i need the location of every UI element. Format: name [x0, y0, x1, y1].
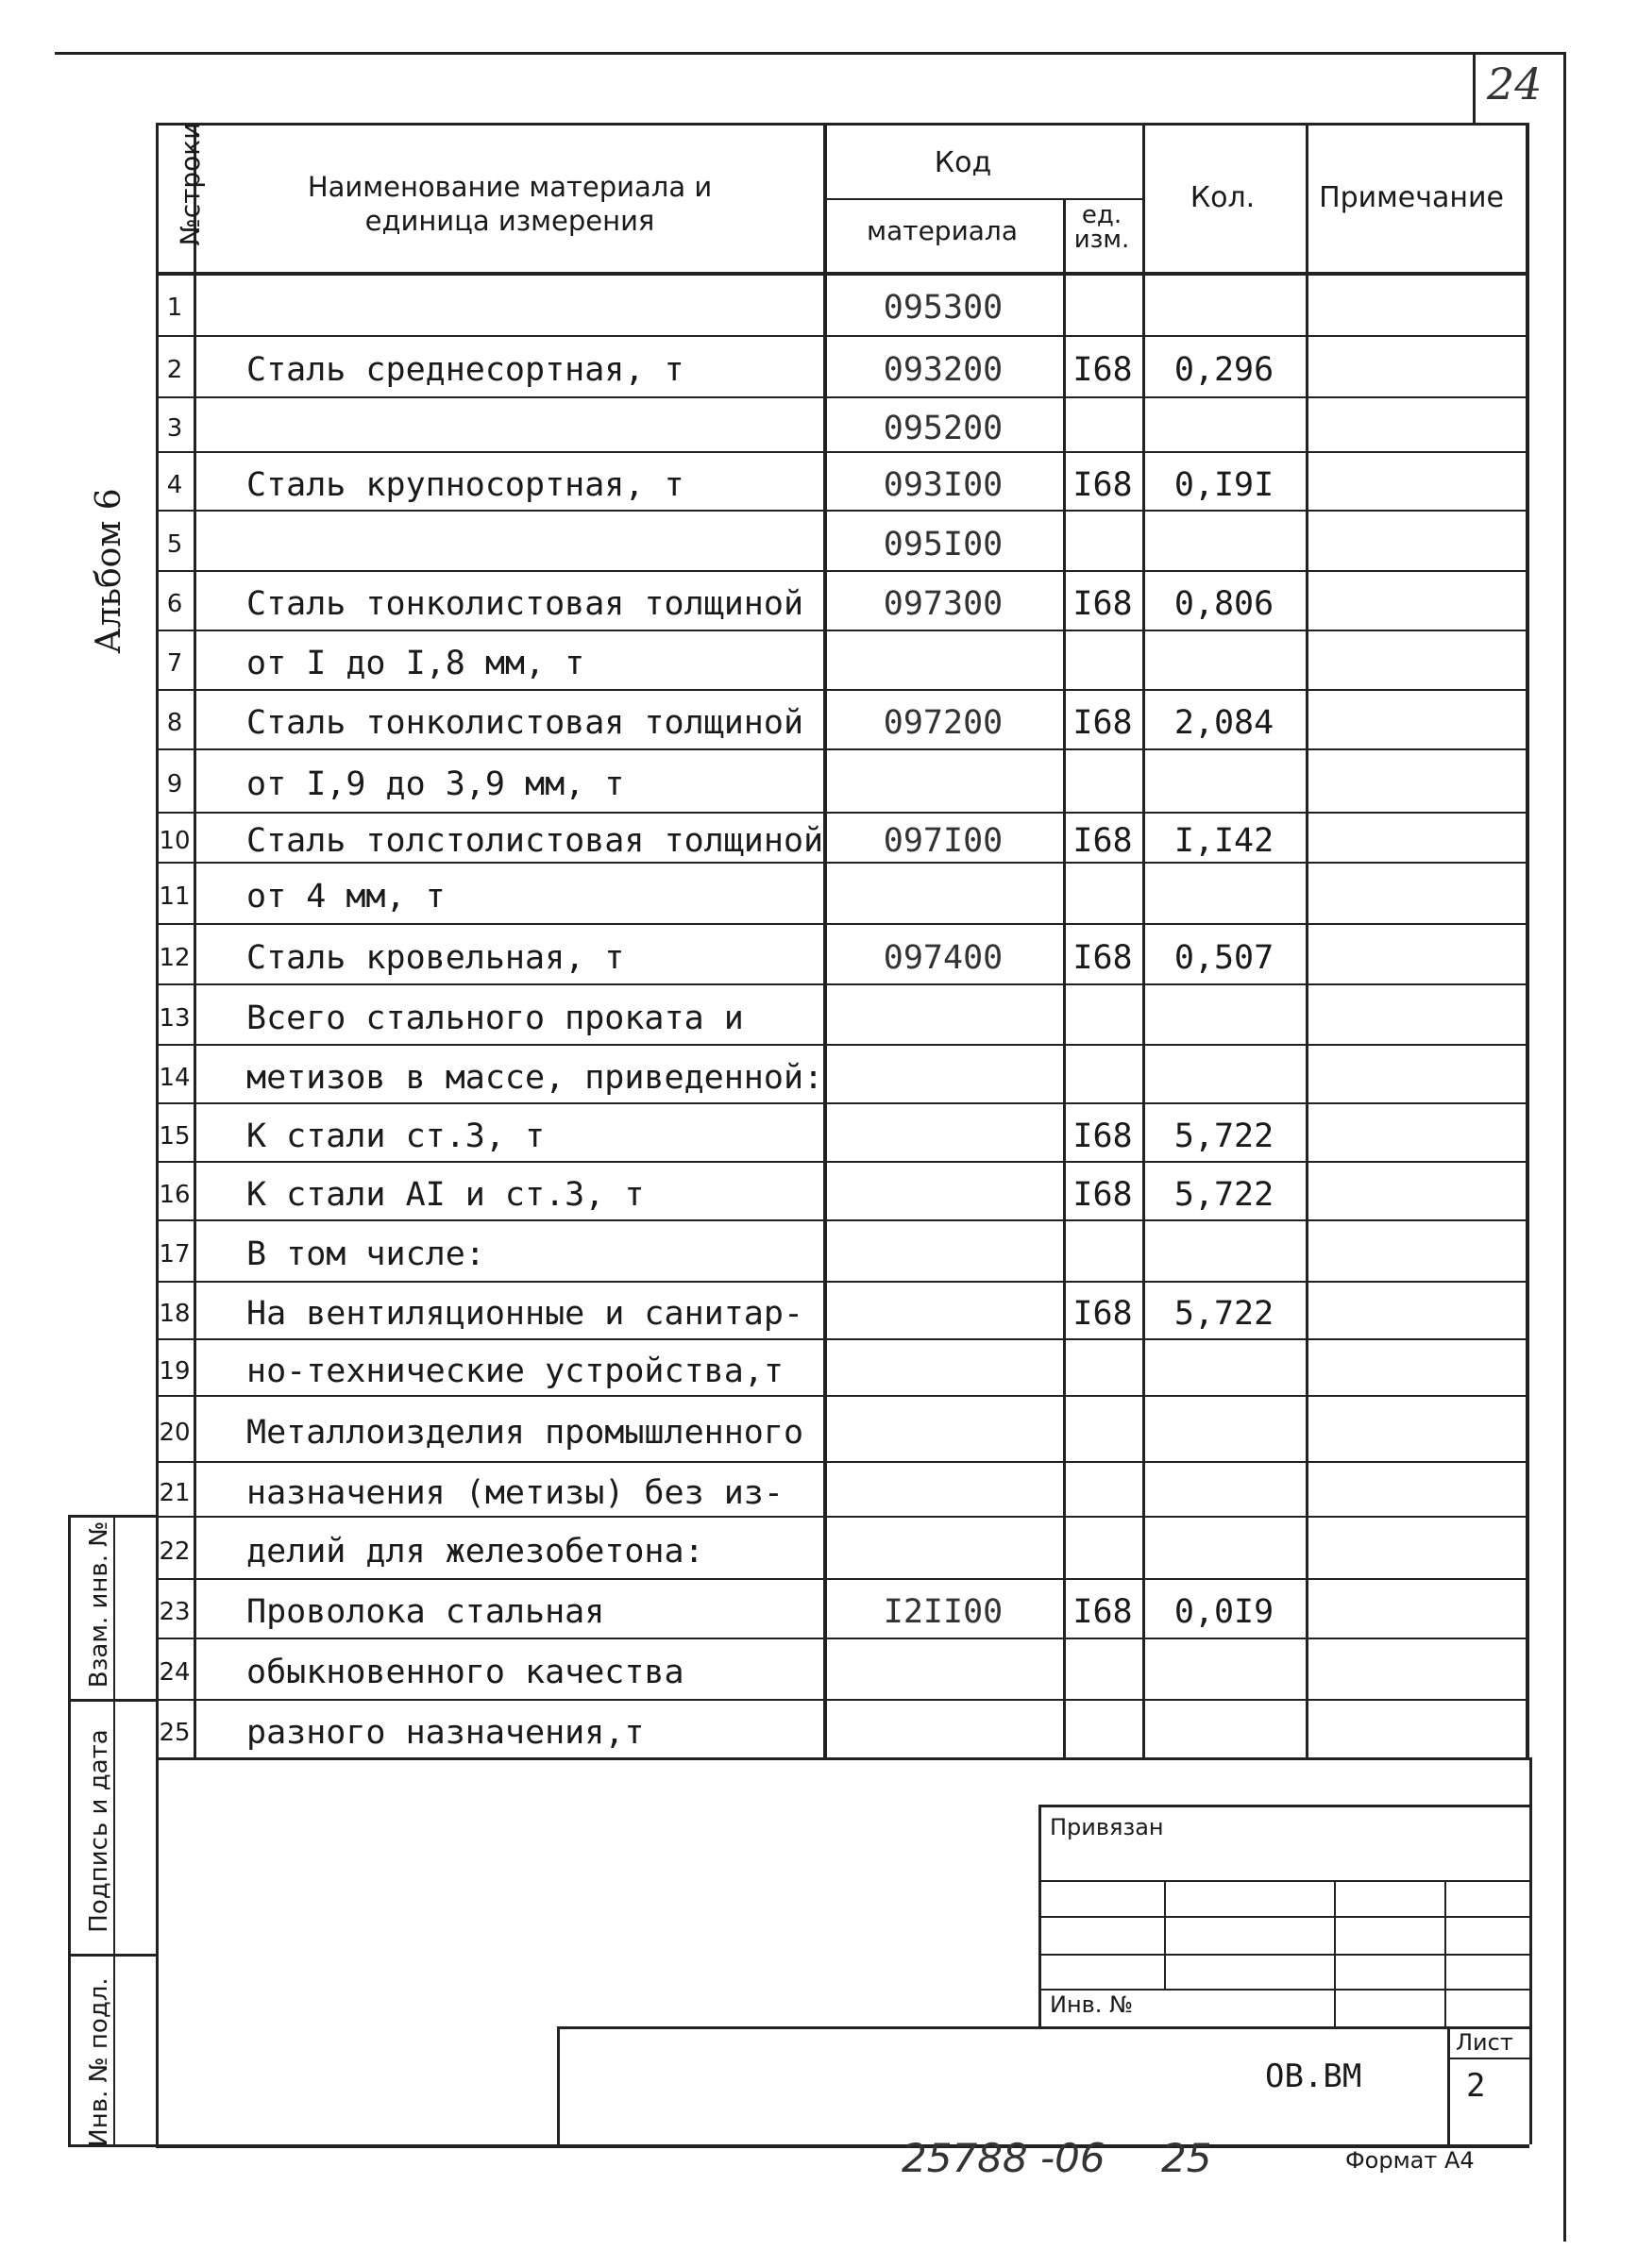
- privyazan-top: [1038, 1805, 1529, 1807]
- material-name: назначения (метизы) без из-: [246, 1474, 784, 1512]
- quantity: I,I42: [1173, 822, 1274, 860]
- frame-table-bottom: [156, 1757, 1529, 1760]
- quantity: 5,722: [1173, 1117, 1274, 1155]
- material-name: от I до I,8 мм, т: [246, 645, 585, 682]
- note: [1306, 1161, 1526, 1219]
- title-block-sheet-no: 2: [1466, 2067, 1486, 2105]
- material-name: Сталь тонколистовая толщиной: [246, 704, 804, 742]
- row-number: 24: [159, 1658, 191, 1687]
- unit-code: [1063, 1516, 1142, 1578]
- unit-code: I68: [1072, 351, 1133, 389]
- row-number: 25: [159, 1719, 191, 1747]
- unit-code: I68: [1072, 1295, 1133, 1333]
- note: [1306, 396, 1526, 451]
- stamp-sheet-divider: [1447, 2026, 1450, 2144]
- unit-code: [1063, 1638, 1142, 1699]
- note: [1306, 1699, 1526, 1757]
- note: [1306, 1281, 1526, 1338]
- header-row-number: №строки: [175, 122, 206, 246]
- unit-code: [1063, 510, 1142, 570]
- title-block-inv-no: Инв. №: [1050, 1991, 1134, 2018]
- header-qty: Кол.: [1190, 181, 1256, 214]
- side-stamp-sep1: [68, 1699, 156, 1702]
- material-name: К стали ст.3, т: [246, 1117, 546, 1155]
- unit-code: I68: [1072, 1593, 1133, 1631]
- material-name: [239, 272, 829, 335]
- material-name: разного назначения,т: [246, 1714, 645, 1752]
- material-code: [823, 1281, 1063, 1338]
- note: [1306, 1338, 1526, 1395]
- quantity: [1142, 1395, 1306, 1461]
- material-code: I2II00: [883, 1593, 1004, 1631]
- row-number: 12: [159, 944, 191, 972]
- note: [1306, 1461, 1526, 1516]
- material-code: 093200: [883, 351, 1004, 389]
- material-code: 095I00: [883, 526, 1004, 563]
- header-code-unit: ед. изм.: [1073, 201, 1130, 254]
- row-number: 5: [166, 530, 183, 559]
- material-code: [823, 748, 1063, 812]
- row-number: 7: [166, 649, 183, 678]
- quantity: [1142, 630, 1306, 689]
- unit-code: [1063, 1338, 1142, 1395]
- col-divider-rownum: [194, 123, 196, 1757]
- material-code: [823, 1638, 1063, 1699]
- quantity: [1142, 748, 1306, 812]
- material-name: Сталь кровельная, т: [246, 939, 625, 977]
- privyazan-row: [1038, 1989, 1529, 1991]
- quantity: [1142, 1638, 1306, 1699]
- unit-code: [1063, 1395, 1142, 1461]
- row-number: 16: [159, 1181, 191, 1209]
- title-block-privyazan: Привязан: [1050, 1814, 1164, 1840]
- material-code: [823, 1461, 1063, 1516]
- material-code: [823, 983, 1063, 1044]
- note: [1306, 1578, 1526, 1638]
- page-number: 24: [1487, 59, 1543, 109]
- quantity: 0,I9I: [1173, 466, 1274, 504]
- unit-code: I68: [1072, 585, 1133, 623]
- note: [1306, 689, 1526, 748]
- quantity: [1142, 983, 1306, 1044]
- header-code-group: Код: [934, 146, 992, 179]
- side-stamp-vzam-inv: Взам. инв. №: [85, 1520, 113, 1688]
- quantity: [1142, 1461, 1306, 1516]
- row-number: 13: [159, 1004, 191, 1033]
- unit-code: [1063, 630, 1142, 689]
- note: [1306, 335, 1526, 396]
- note: [1306, 862, 1526, 923]
- note: [1306, 272, 1526, 335]
- note: [1306, 923, 1526, 983]
- material-name: Сталь толстолистовая толщиной: [246, 822, 824, 860]
- note: [1306, 510, 1526, 570]
- note: [1306, 748, 1526, 812]
- footer-format: Формат А4: [1345, 2147, 1475, 2174]
- material-code: 095200: [883, 410, 1004, 447]
- material-code: [823, 1219, 1063, 1281]
- material-name: метизов в массе, приведенной:: [246, 1059, 824, 1097]
- note: [1306, 812, 1526, 862]
- note: [1306, 1044, 1526, 1102]
- row-number: 11: [159, 882, 191, 911]
- material-code: [823, 1395, 1063, 1461]
- quantity: 5,722: [1173, 1295, 1274, 1333]
- title-block-sheet-label: Лист: [1456, 2029, 1513, 2056]
- album-label: Альбом 6: [90, 488, 128, 654]
- material-code: 095300: [883, 289, 1004, 327]
- side-stamp-left: [68, 1515, 71, 2144]
- material-name: Проволока стальная: [246, 1593, 605, 1631]
- unit-code: [1063, 1699, 1142, 1757]
- quantity: 0,806: [1173, 585, 1274, 623]
- row-number: 17: [159, 1240, 191, 1268]
- note: [1306, 1516, 1526, 1578]
- material-code: [823, 862, 1063, 923]
- row-number: 20: [159, 1419, 191, 1447]
- quantity: [1142, 1516, 1306, 1578]
- side-stamp-inv-podl: Инв. № подл.: [85, 1977, 113, 2147]
- material-name: делий для железобетона:: [246, 1533, 704, 1571]
- table-top-border: [156, 123, 1526, 126]
- material-name: от 4 мм, т: [246, 878, 446, 916]
- stamp-left: [557, 2026, 560, 2144]
- note: [1306, 1219, 1526, 1281]
- material-code: [823, 1161, 1063, 1219]
- privyazan-col1: [1164, 1880, 1166, 1989]
- quantity: [1142, 1044, 1306, 1102]
- unit-code: [1063, 983, 1142, 1044]
- quantity: [1142, 396, 1306, 451]
- material-name: обыкновенного качества: [246, 1654, 684, 1691]
- frame-bottom-border: [156, 2144, 1529, 2148]
- unit-code: [1063, 1219, 1142, 1281]
- quantity: [1142, 1338, 1306, 1395]
- unit-code: [1063, 1044, 1142, 1102]
- unit-code: I68: [1072, 822, 1133, 860]
- note: [1306, 570, 1526, 630]
- note: [1306, 1638, 1526, 1699]
- row-number: 8: [166, 709, 183, 737]
- header-code-split: [823, 198, 1142, 200]
- quantity: 2,084: [1173, 704, 1274, 742]
- material-code: [823, 1044, 1063, 1102]
- privyazan-col2: [1334, 1880, 1336, 2026]
- note: [1306, 983, 1526, 1044]
- stamp-sheet-label-line: [1447, 2058, 1529, 2059]
- note: [1306, 451, 1526, 510]
- footer-handwritten-page: 25: [1161, 2135, 1212, 2181]
- row-number: 10: [159, 827, 191, 855]
- row-number: 6: [166, 590, 183, 618]
- row-number: 1: [166, 294, 183, 322]
- material-name: [239, 396, 829, 451]
- quantity: [1142, 510, 1306, 570]
- quantity: 0,507: [1173, 939, 1274, 977]
- header-note: Примечание: [1319, 181, 1504, 214]
- quantity: [1142, 272, 1306, 335]
- unit-code: I68: [1072, 704, 1133, 742]
- material-name: Всего стального проката и: [246, 1000, 744, 1037]
- material-name: Сталь среднесортная, т: [246, 351, 684, 389]
- quantity: 5,722: [1173, 1176, 1274, 1214]
- frame-right-border: [1529, 1757, 1532, 2144]
- material-name: но-технические устройства,т: [246, 1352, 784, 1390]
- row-number: 18: [159, 1300, 191, 1328]
- row-number: 2: [166, 356, 183, 384]
- row-number: 4: [166, 471, 183, 499]
- side-stamp-podpis-data: Подпись и дата: [85, 1729, 113, 1933]
- material-name: В том числе:: [246, 1235, 485, 1273]
- note: [1306, 1395, 1526, 1461]
- material-code: 097400: [883, 939, 1004, 977]
- header-code-material: материала: [866, 215, 1018, 246]
- material-name: На вентиляционные и санитар-: [246, 1295, 804, 1333]
- header-name: Наименование материала и единица измерения: [307, 171, 713, 237]
- unit-code: [1063, 1461, 1142, 1516]
- frame-left-border: [156, 1757, 159, 2144]
- quantity: [1142, 1699, 1306, 1757]
- unit-code: [1063, 272, 1142, 335]
- material-name: Сталь крупносортная, т: [246, 466, 684, 504]
- row-number: 23: [159, 1598, 191, 1626]
- table-right-border: [1526, 123, 1529, 1757]
- quantity: [1142, 862, 1306, 923]
- privyazan-row: [1038, 1954, 1529, 1956]
- material-code: [823, 1102, 1063, 1161]
- material-code: 097200: [883, 704, 1004, 742]
- title-block-doc-code: ОВ.ВМ: [1265, 2058, 1362, 2095]
- stamp-top: [557, 2026, 1529, 2029]
- unit-code: I68: [1072, 1117, 1133, 1155]
- privyazan-row: [1038, 1916, 1529, 1918]
- row-number: 9: [166, 770, 183, 798]
- unit-code: I68: [1072, 1176, 1133, 1214]
- material-code: [823, 1338, 1063, 1395]
- row-number: 19: [159, 1357, 191, 1386]
- material-name: Металлоизделия промышленного: [246, 1414, 804, 1452]
- material-name: [239, 510, 829, 570]
- privyazan-col3: [1444, 1880, 1446, 2026]
- footer-handwritten-code: 25788 -06: [902, 2135, 1105, 2181]
- unit-code: [1063, 862, 1142, 923]
- material-code: 097300: [883, 585, 1004, 623]
- material-code: 093I00: [883, 466, 1004, 504]
- material-code: [823, 1699, 1063, 1757]
- material-code: [823, 1516, 1063, 1578]
- unit-code: [1063, 748, 1142, 812]
- unit-code: I68: [1072, 466, 1133, 504]
- note: [1306, 630, 1526, 689]
- row-number: 3: [166, 414, 183, 443]
- note: [1306, 1102, 1526, 1161]
- quantity: [1142, 1219, 1306, 1281]
- material-code: 097I00: [883, 822, 1004, 860]
- material-name: от I,9 до 3,9 мм, т: [246, 765, 625, 803]
- unit-code: [1063, 396, 1142, 451]
- quantity: 0,0I9: [1173, 1593, 1274, 1631]
- row-number: 22: [159, 1537, 191, 1566]
- material-name: К стали AI и ст.3, т: [246, 1176, 645, 1214]
- quantity: 0,296: [1173, 351, 1274, 389]
- privyazan-row: [1038, 1880, 1529, 1882]
- unit-code: I68: [1072, 939, 1133, 977]
- material-name: Сталь тонколистовая толщиной: [246, 585, 804, 623]
- row-number: 14: [159, 1064, 191, 1092]
- side-stamp-sep2: [68, 1954, 156, 1957]
- material-code: [823, 630, 1063, 689]
- row-number: 21: [159, 1479, 191, 1507]
- row-number: 15: [159, 1122, 191, 1151]
